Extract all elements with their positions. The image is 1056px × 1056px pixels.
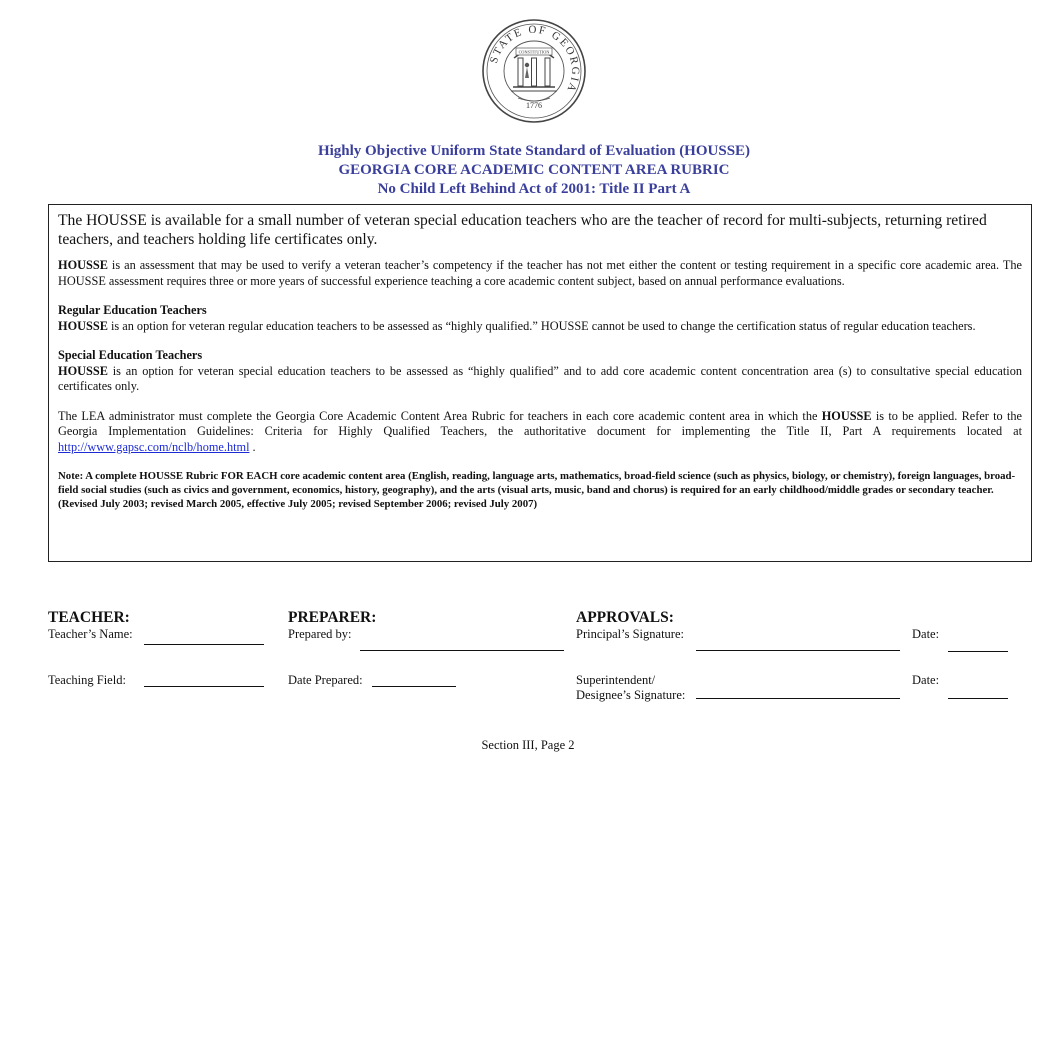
date-prepared-label: Date Prepared:: [288, 673, 363, 687]
special-education-text: is an option for veteran special education teachers to be assessed as “highly qualified” and to add core academic content concentration area (s) to consultative special education certificates only.: [58, 363, 1022, 393]
revision-history: (Revised July 2003; revised March 2005, effective July 2005; revised September 2006; revised July 2007): [58, 498, 538, 510]
principal-signature-label: Principal’s Signature:: [576, 627, 684, 641]
seal-ring-text: STATE OF GEORGIA: [487, 23, 582, 96]
rubric-note: [58, 469, 1022, 511]
regular-education-heading: Regular Education Teachers: [58, 303, 207, 317]
document-title-block: [0, 142, 1056, 199]
housse-term: HOUSSE: [58, 363, 108, 378]
teacher-name-label: Teacher’s Name:: [48, 627, 133, 641]
lea-text-c: .: [249, 439, 256, 454]
principal-date-label: Date:: [912, 627, 940, 641]
seal-year: 1776: [526, 101, 542, 110]
georgia-state-seal: [481, 18, 587, 124]
lea-text-a: The LEA administrator must complete the Georgia Core Academic Content Area Rubric for teachers in each core academic content area in which the: [58, 408, 822, 423]
superintendent-label-line-1: Superintendent/: [576, 673, 656, 687]
teaching-field-field[interactable]: [144, 686, 264, 687]
preparer-heading: PREPARER:: [288, 609, 377, 626]
superintendent-signature-field[interactable]: [696, 698, 900, 699]
housse-info-box: [48, 204, 1032, 562]
lea-text-b: is to be applied. Refer to the Georgia Implementation Guidelines: Criteria for Highly Qualified Teachers, the authoritative document for implementing the Title II, Part A requirements located at: [58, 408, 1022, 438]
special-education-section: [58, 348, 1022, 395]
intro-paragraph: The HOUSSE is available for a small number of veteran special education teachers who are the teacher of record for multi-subjects, returning retired teachers, and teachers holding life certificates only.: [58, 212, 987, 248]
page-footer: Section III, Page 2: [481, 738, 575, 752]
approvals-heading: APPROVALS:: [576, 609, 674, 626]
title-line-2: GEORGIA CORE ACADEMIC CONTENT AREA RUBRIC: [338, 162, 730, 178]
superintendent-date-field[interactable]: [948, 698, 1008, 699]
gapsc-nclb-link[interactable]: http://www.gapsc.com/nclb/home.html: [58, 439, 250, 454]
special-education-heading: Special Education Teachers: [58, 348, 203, 362]
principal-signature-field[interactable]: [696, 650, 900, 651]
date-prepared-field[interactable]: [372, 686, 456, 687]
lea-administrator-paragraph: [58, 409, 1022, 456]
teaching-field-label: Teaching Field:: [48, 673, 126, 687]
svg-text:STATE OF GEORGIA: [488, 24, 581, 95]
seal-banner-text: CONSTITUTION: [518, 49, 550, 55]
teacher-heading: TEACHER:: [48, 609, 130, 626]
teacher-name-field[interactable]: [144, 644, 264, 645]
title-line-1: Highly Objective Uniform State Standard of Evaluation (HOUSSE): [317, 143, 751, 159]
prepared-by-label: Prepared by:: [288, 627, 352, 641]
housse-definition-paragraph: [58, 258, 1022, 289]
superintendent-date-label: Date:: [912, 673, 940, 687]
prepared-by-field[interactable]: [360, 650, 564, 651]
housse-definition-text: is an assessment that may be used to verify a veteran teacher’s competency if the teacher has not met either the content or testing requirement in a specific core academic area. The HOUSSE assessment requires three or more years of successful experience teaching a core academic content subject, based on annual performance evaluations.: [58, 258, 1022, 288]
housse-term: HOUSSE: [58, 318, 108, 333]
housse-term: HOUSSE: [58, 258, 108, 272]
regular-education-section: [58, 303, 1022, 334]
note-text: Note: A complete HOUSSE Rubric FOR EACH core academic content area (English, reading, language arts, mathematics, broad-field science (such as physics, biology, or chemistry), foreign languages, broad-field social studies (such as civics and government, economics, history, geography), and the arts (visual arts, music, band and chorus) is required for an early childhood/middle grades or secondary teacher.: [58, 470, 1016, 496]
title-line-3: No Child Left Behind Act of 2001: Title II Part A: [377, 181, 691, 197]
housse-term: HOUSSE: [821, 408, 872, 423]
principal-date-field[interactable]: [948, 651, 1008, 652]
superintendent-label-line-2: Designee’s Signature:: [576, 688, 686, 702]
regular-education-text: is an option for veteran regular education teachers to be assessed as “highly qualified.” HOUSSE cannot be used to change the certification status of regular education teachers.: [107, 318, 976, 333]
